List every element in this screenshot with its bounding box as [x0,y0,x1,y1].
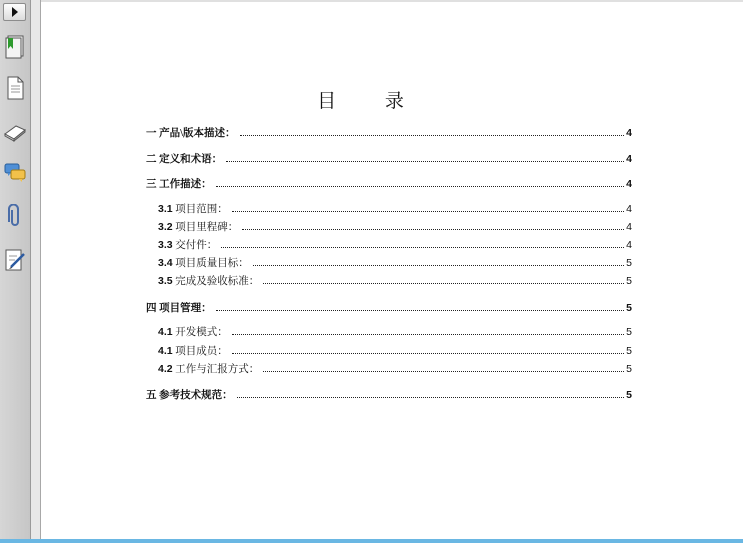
toc-subentry-label: 完成及验收标准： [175,276,260,287]
toc-leader-dots [221,247,624,248]
toc-title: 目 录 [317,91,426,112]
toc-page-number: 4 [626,239,632,251]
toc-leader-dots [242,229,624,230]
toc-subentry-label: 工作与汇报方式： [175,364,260,375]
navigation-rail [0,0,31,543]
toc-entry[interactable] [146,300,632,315]
toc-subentry-number: 3.1 [158,203,173,215]
toc-subentry[interactable] [158,219,632,234]
toc-subentry-number: 3.5 [158,275,173,287]
toc-entry[interactable] [146,176,632,191]
toc-subentry-label: 交付件： [175,240,218,251]
toc-subentry[interactable] [158,343,632,358]
toc-subentry-number: 4.2 [158,363,173,375]
toc-page-number: 4 [626,221,632,233]
toc-subentry[interactable] [158,237,632,252]
toc-leader-dots [263,283,624,284]
toc-page-number: 5 [626,326,632,338]
toc-page-number: 4 [626,153,632,165]
toc-entry[interactable] [146,387,632,402]
toc-subentry[interactable] [158,361,632,376]
toc-subentry-number: 4.1 [158,345,173,357]
toc-leader-dots [216,310,625,311]
toc-entry[interactable] [146,125,632,140]
toc-subentry-label: 项目质量目标： [175,258,249,269]
toc-entry-label: 三 工作描述： [146,179,212,190]
attachments-icon[interactable] [3,204,27,230]
layers-icon[interactable] [3,118,27,144]
toc-subentry[interactable] [158,273,632,288]
toc-leader-dots [226,161,624,162]
toc-subentry-number: 4.1 [158,326,173,338]
toc-subentry-number: 3.2 [158,221,173,233]
toc-page-number: 4 [626,203,632,215]
status-strip [0,539,743,543]
toc-leader-dots [263,371,624,372]
toc-page-number: 5 [626,275,632,287]
toc-subentry[interactable] [158,201,632,216]
toc-leader-dots [216,186,625,187]
toc-subentry[interactable] [158,324,632,339]
toc-entry[interactable] [146,151,632,166]
toc-leader-dots [232,353,624,354]
toc-leader-dots [232,211,624,212]
toc-subentry-number: 3.3 [158,239,173,251]
comments-icon[interactable] [3,160,27,186]
toc-page-number: 4 [626,178,632,190]
toc-entry-label: 一 产品\版本描述： [146,128,236,139]
toc-leader-dots [253,265,624,266]
toc-subentry-label: 项目里程碑： [175,222,239,233]
toc-entry-label: 二 定义和术语： [146,154,223,165]
toc-page-number: 5 [626,257,632,269]
toc-entry-label: 五 参考技术规范： [146,390,233,401]
toc-subentry-label: 开发模式： [175,327,228,338]
toc-page-number: 5 [626,302,632,314]
toc-leader-dots [240,135,625,136]
toc-subentry[interactable] [158,255,632,270]
toc-page-number: 5 [626,363,632,375]
signatures-icon[interactable] [3,247,27,273]
page-top-edge [41,0,743,2]
page-gutter [31,0,41,543]
toc-page-number: 5 [626,389,632,401]
toc-entry-label: 四 项目管理： [146,303,212,314]
toc-page-number: 4 [626,127,632,139]
toc-leader-dots [237,397,625,398]
expand-panel-button[interactable] [3,3,26,21]
toc-leader-dots [232,334,624,335]
toc-subentry-number: 3.4 [158,257,173,269]
toc-page-number: 5 [626,345,632,357]
toc-subentry-label: 项目成员： [175,346,228,357]
toc-subentry-label: 项目范围： [175,204,228,215]
bookmarks-icon[interactable] [3,33,27,59]
